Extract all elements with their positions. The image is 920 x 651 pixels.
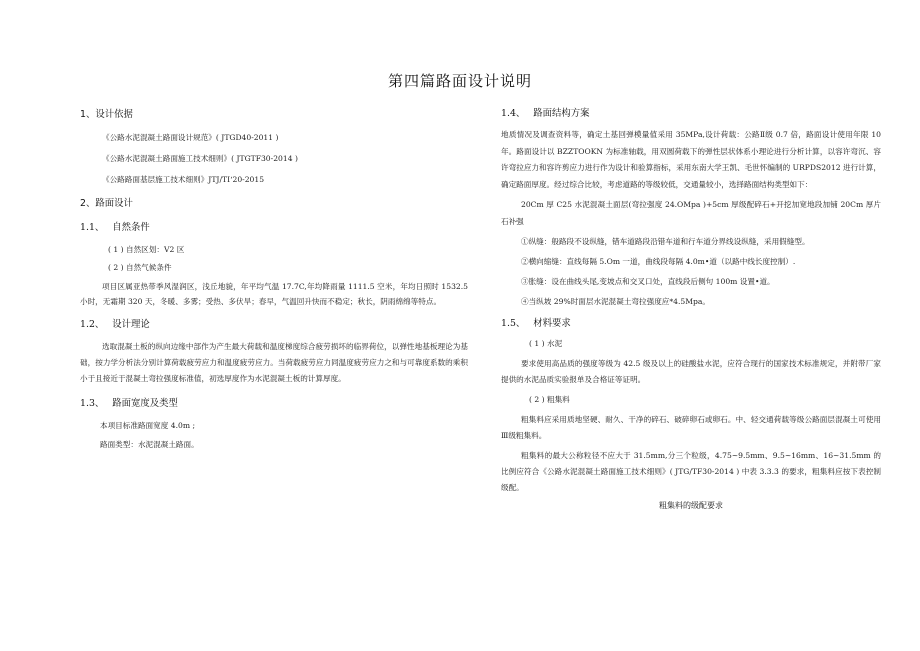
subsection-heading-design-theory: 1.2、 设计理论 xyxy=(80,319,150,330)
right-column xyxy=(501,104,881,521)
reference-item: 《公路水泥混凝土路面施工技术细则》( JTGTF30-2014 ) xyxy=(102,154,298,163)
sub-item: ( 1 ) 自然区划：V2 区 xyxy=(108,245,185,254)
subsection-heading-structure-plan: 1.4、 路面结构方案 xyxy=(501,108,590,119)
aggregate-size-paragraph: 粗集料的最大公称粒径不应大于 31.5mm,分三个粒级，4.75~9.5mm、9.5~16mm、16~31.5mm 的比例应符合《公路水泥混凝土路面施工技术细则》( JTG/TF30-2014 ) 中表 3.3.3 的要求，粗集料应按下表控制级配。 xyxy=(501,451,881,492)
climate-paragraph: 项目区属亚热带季风湿润区，浅丘地貌，年平均气温 17.7C,年均降雨量 1111.5 空米，年均日照时 1532.5 小时，无霜期 320 天，冬暖、多雾；受热、多伏旱；春早，气温回升快而不稳定；秋长，阴雨绵绵等特点。 xyxy=(80,282,468,306)
joint-item: ④当纵坡 29%时面层水泥混凝土弯拉强度应*4.5Mpa。 xyxy=(521,297,711,306)
sub-item: ( 2 ) 自然气候条件 xyxy=(108,263,172,272)
left-column xyxy=(80,104,468,452)
material-sub-item: ( 1 ) 水泥 xyxy=(529,339,563,348)
aggregate-paragraph: 粗集料应采用质地坚硬、耐久、干净的碎石、破碎卵石或卵石。中、轻交通荷载等级公路面层混凝土可使用Ⅲ级粗集料。 xyxy=(501,415,881,440)
section-heading-design-basis: 1、设计依据 xyxy=(80,109,133,120)
joint-item: ①纵缝：般路段不设纵缝，错车道路段沿错车道和行车道分界线设纵缝，采用假缝型。 xyxy=(521,237,810,246)
material-sub-item: ( 2 ) 粗集料 xyxy=(529,395,570,404)
subsection-heading-materials: 1.5、 材料要求 xyxy=(501,318,571,329)
subsection-heading-natural-conditions: 1.1、 自然条件 xyxy=(80,222,150,233)
page-title: 第四篇路面设计说明 xyxy=(387,72,532,90)
section-heading-pavement-design: 2、路面设计 xyxy=(80,198,133,209)
width-line: 本项目标准路面宽度 4.0m ; xyxy=(100,421,196,430)
structure-layers: 20Cm 厚 C25 水泥混凝土面层(弯拉强度 24.OMpa )+5cm 厚级配碎石+开挖加宽地段加铺 20Cm 厚片石补强 xyxy=(501,200,881,226)
joint-item: ②横向缩缝：直线每隔 5.Om 一道，曲线段每隔 4.0m•道（以路中线长度控制）. xyxy=(521,257,796,266)
reference-item: 《公路水泥混凝土路面设计规范》( JTGD40-2011 ) xyxy=(102,133,279,142)
table-caption: 粗集料的级配要求 xyxy=(659,501,723,510)
theory-paragraph: 选取混凝土板的纵向边缘中部作为产生最大荷载和温度梯度综合疲劳损坏的临界荷位，以弹性地基板理论为基础，按力学分析法分别计算荷载疲劳应力和温度疲劳应力。当荷载疲劳应力同温度疲劳应力之和与可靠度系数的乘积小于且接近于混凝土弯拉强度标准值，初选厚度作为水泥混凝土板的计算厚度。 xyxy=(80,342,468,383)
cement-paragraph: 要求使用高品质的强度等级为 42.5 级及以上的硅酸盐水泥，应符合现行的国家技术标准规定，并附带厂家提供的水泥品质实验报单及合格证等证明。 xyxy=(501,359,881,384)
structure-paragraph: 地质情况及调查资料等，确定土基回弹模量值采用 35MPa,设计荷载：公路Ⅱ级 0.7 倍，路面设计使用年限 10 年。路面设计以 BZZTOOKN 为标准轴载，用双圆荷载下的弹性层状体系小理论进行分析计算，以容许弯沉、容许弯拉应力和容许剪应力进行作为设计和验算指标，采用东南大学王凯、毛世怀编制的 URPDS2012 进行计算，确定路面厚度。经过综合比较，考虑道路的等级较低，交通量较小，选择路面结构类型如下： xyxy=(501,130,881,189)
joint-item: ③胀缝：设在曲线头尾,变坡点和交叉口处，直线段后侧句 100m 设置•道。 xyxy=(521,277,775,286)
reference-item: 《公路路面基层施工技术细则》JTJ/TI‘20-2015 xyxy=(102,175,265,184)
subsection-heading-width-type: 1.3、 路面宽度及类型 xyxy=(80,398,178,409)
type-line: 路面类型：水泥混凝土路面。 xyxy=(100,440,199,449)
